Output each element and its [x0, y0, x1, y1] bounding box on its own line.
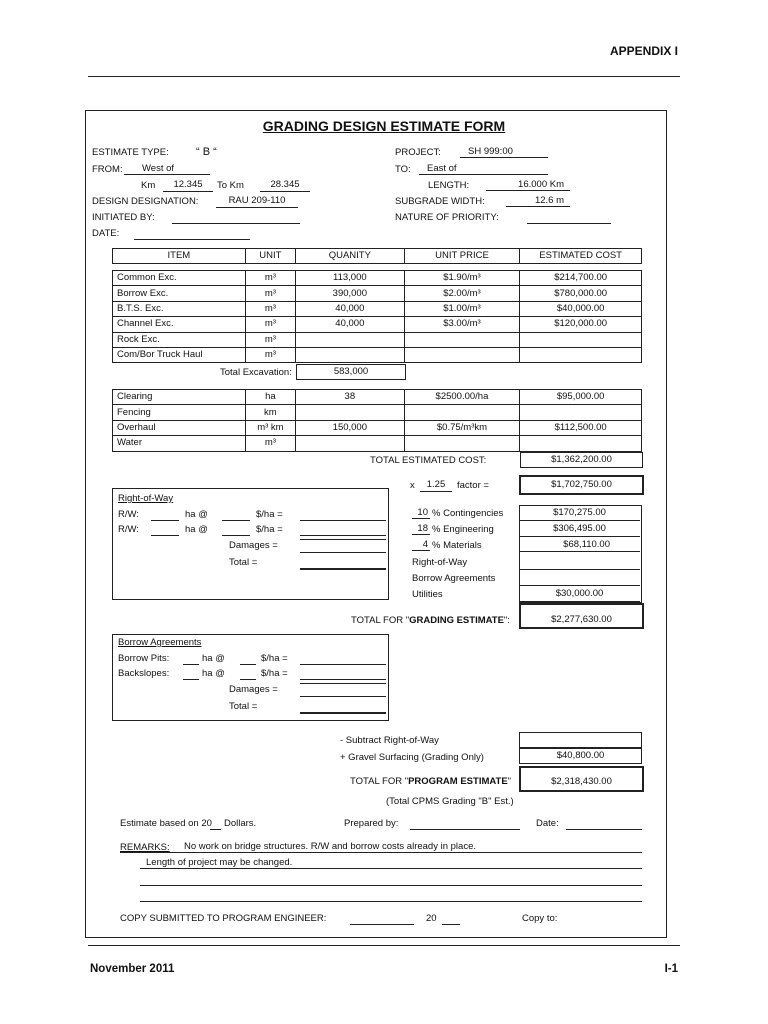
project-label: PROJECT: — [395, 147, 441, 158]
gravel-row-label: + Gravel Surfacing (Grading Only) — [340, 752, 484, 763]
cost-cell[interactable]: $780,000.00 — [520, 286, 642, 301]
remarks-line-4[interactable] — [140, 889, 642, 902]
rw1-ha-field[interactable] — [151, 508, 179, 521]
grading-total-label: TOTAL FOR "GRADING ESTIMATE": — [351, 615, 510, 626]
addition-percent-field[interactable]: 18 — [412, 523, 430, 535]
unit-price-cell[interactable] — [404, 332, 520, 347]
estimate-based-label: Estimate based on 20 — [120, 818, 212, 829]
borrow-total-field[interactable] — [300, 700, 386, 714]
estimate-year-field[interactable] — [210, 817, 221, 830]
length-label: LENGTH: — [428, 180, 470, 191]
remarks-line-1[interactable]: No work on bridge structures. R/W and borrow costs already in place. — [120, 841, 642, 853]
header-unit-price: UNIT PRICE — [404, 249, 520, 264]
subgrade-width-label: SUBGRADE WIDTH: — [395, 196, 485, 207]
unit-price-cell[interactable]: $2.00/m³ — [404, 286, 520, 301]
table-row — [113, 390, 642, 405]
factor-result[interactable]: $1,702,750.00 — [519, 475, 644, 495]
borrow-total-label: Total = — [229, 701, 258, 712]
backslopes-per-ha: $/ha = — [261, 668, 288, 679]
quantity-cell[interactable]: 150,000 — [296, 420, 405, 435]
length-field[interactable]: 16.000 Km — [486, 179, 570, 191]
initiated-by-label: INITIATED BY: — [92, 212, 155, 223]
program-total-note: (Total CPMS Grading "B" Est.) — [386, 796, 514, 807]
item-cell[interactable]: B.T.S. Exc. — [113, 301, 246, 316]
item-cell[interactable]: Water — [113, 436, 246, 451]
grading-total-value[interactable]: $2,277,630.00 — [519, 603, 644, 629]
addition-percent-field[interactable]: 4 — [412, 539, 430, 551]
addition-value[interactable]: $30,000.00 — [519, 587, 640, 602]
nature-priority-field[interactable] — [527, 211, 611, 224]
to-km-label: To Km — [217, 180, 244, 191]
table-row — [113, 347, 642, 362]
header-unit: UNIT — [245, 249, 295, 264]
rw-total-label: Total = — [229, 557, 258, 568]
unit-price-cell[interactable] — [404, 436, 520, 451]
total-excavation-label: Total Excavation: — [220, 367, 292, 378]
addition-label: Right-of-Way — [412, 557, 468, 568]
addition-label: % Contingencies — [432, 508, 504, 519]
borrow-pits-amount-field[interactable] — [300, 652, 386, 665]
rw1-ha-at: ha @ — [185, 509, 208, 520]
rw2-ha-field[interactable] — [151, 523, 179, 536]
table-row — [113, 436, 642, 451]
addition-percent-field[interactable]: 10 — [412, 507, 430, 519]
table-row — [113, 317, 642, 332]
dollars-label: Dollars. — [224, 818, 257, 829]
right-of-way-title: Right-of-Way — [118, 493, 174, 504]
unit-cell[interactable]: m³ — [245, 332, 295, 347]
rw2-label: R/W: — [118, 524, 139, 535]
subtract-row-value[interactable] — [519, 732, 642, 748]
project-field[interactable]: SH 999:00 — [460, 146, 548, 158]
additions-box — [519, 505, 642, 603]
addition-label: % Engineering — [432, 524, 494, 535]
backslopes-rate-field[interactable] — [240, 667, 256, 680]
addition-label: Borrow Agreements — [412, 573, 496, 584]
to-field[interactable]: East of — [419, 163, 548, 175]
header-estimated-cost: ESTIMATED COST — [520, 249, 642, 264]
item-cell[interactable]: Channel Exc. — [113, 317, 246, 332]
from-label: FROM: — [92, 164, 123, 175]
copy-to-label: Copy to: — [522, 913, 558, 924]
unit-price-cell[interactable]: $0.75/m³km — [404, 420, 520, 435]
borrow-pits-ha-field[interactable] — [183, 652, 199, 665]
unit-cell[interactable]: m³ — [245, 347, 295, 362]
rw2-rate-field[interactable] — [222, 523, 250, 536]
date-label: DATE: — [92, 228, 120, 239]
appendix-title: APPENDIX I — [609, 44, 678, 58]
unit-cell[interactable]: km — [245, 405, 295, 420]
borrow-pits-ha-at: ha @ — [202, 653, 225, 664]
remarks-line-2[interactable]: Length of project may be changed. — [140, 857, 642, 869]
borrow-damages-label: Damages = — [229, 684, 278, 695]
header-item: ITEM — [113, 249, 246, 264]
table-row — [113, 301, 642, 316]
addition-label: Utilities — [412, 589, 443, 600]
column-header-table — [112, 248, 642, 264]
quantity-cell[interactable] — [296, 405, 405, 420]
item-cell[interactable]: Rock Exc. — [113, 332, 246, 347]
addition-value[interactable]: $68,110.00 — [519, 538, 640, 552]
item-cell[interactable]: Overhaul — [113, 420, 246, 435]
subtract-row-label: - Subtract Right-of-Way — [340, 735, 439, 746]
cost-cell[interactable] — [520, 436, 642, 451]
subgrade-width-field[interactable]: 12.6 m — [506, 195, 570, 207]
rw2-amount-field[interactable] — [300, 523, 386, 536]
quantity-cell[interactable] — [296, 332, 405, 347]
remarks-line-3[interactable] — [140, 873, 642, 886]
addition-label: % Materials — [432, 540, 482, 551]
factor-prefix: x — [410, 480, 415, 491]
table-row — [113, 405, 642, 420]
estimate-type-label: ESTIMATE TYPE: — [92, 147, 169, 158]
quantity-cell[interactable]: 113,000 — [296, 271, 405, 286]
addition-value[interactable]: $306,495.00 — [519, 522, 640, 537]
backslopes-label: Backslopes: — [118, 668, 170, 679]
item-cell[interactable]: Common Exc. — [113, 271, 246, 286]
rw1-amount-field[interactable] — [300, 508, 386, 521]
borrow-agreements-title: Borrow Agreements — [118, 637, 202, 648]
total-estimated-cost-label: TOTAL ESTIMATED COST: — [370, 455, 487, 466]
rw-damages-field[interactable] — [300, 539, 386, 553]
cost-cell[interactable] — [520, 347, 642, 362]
unit-cell[interactable]: ha — [245, 390, 295, 405]
form-title: GRADING DESIGN ESTIMATE FORM — [262, 118, 506, 134]
nature-priority-label: NATURE OF PRIORITY: — [395, 212, 499, 223]
quantity-cell[interactable]: 40,000 — [296, 317, 405, 332]
design-designation-field[interactable]: RAU 209-110 — [216, 195, 298, 208]
copy-submitted-label: COPY SUBMITTED TO PROGRAM ENGINEER: — [120, 913, 327, 924]
other-items-table — [112, 389, 642, 452]
total-excavation-value[interactable]: 583,000 — [296, 364, 406, 380]
backslopes-amount-field[interactable] — [300, 667, 386, 680]
quantity-cell[interactable] — [296, 436, 405, 451]
km-to-field[interactable]: 28.345 — [260, 179, 310, 192]
table-row — [113, 286, 642, 301]
rw-total-field[interactable] — [300, 556, 386, 570]
remarks-label: REMARKS: — [120, 842, 170, 853]
unit-cell[interactable]: m³ — [245, 436, 295, 451]
gravel-row-value[interactable]: $40,800.00 — [519, 748, 642, 764]
rw1-per-ha: $/ha = — [256, 509, 283, 520]
program-total-value[interactable]: $2,318,430.00 — [519, 766, 644, 792]
rw1-rate-field[interactable] — [222, 508, 250, 521]
unit-price-cell[interactable]: $1.90/m³ — [404, 271, 520, 286]
prepared-by-field[interactable] — [410, 817, 520, 830]
copy-submitted-field[interactable] — [350, 912, 414, 925]
unit-cell[interactable]: m³ — [245, 301, 295, 316]
to-label: TO: — [395, 164, 411, 175]
copy-year-prefix: 20 — [426, 913, 437, 924]
estimate-type-value[interactable]: “ B “ — [196, 146, 217, 158]
quantity-cell[interactable]: 38 — [296, 390, 405, 405]
cost-cell[interactable]: $112,500.00 — [520, 420, 642, 435]
from-field[interactable]: West of — [124, 163, 210, 175]
borrow-pits-per-ha: $/ha = — [261, 653, 288, 664]
footer-rule — [88, 945, 680, 946]
addition-value[interactable]: $170,275.00 — [519, 506, 640, 521]
km-from-field[interactable]: 12.345 — [163, 179, 213, 192]
unit-price-cell[interactable] — [404, 347, 520, 362]
unit-price-cell[interactable]: $1.00/m³ — [404, 301, 520, 316]
item-cell[interactable]: Borrow Exc. — [113, 286, 246, 301]
cost-cell[interactable]: $214,700.00 — [520, 271, 642, 286]
backslopes-ha-at: ha @ — [202, 668, 225, 679]
header-rule — [88, 76, 680, 77]
footer-date: November 2011 — [90, 963, 175, 975]
unit-price-cell[interactable]: $2500.00/ha — [404, 390, 520, 405]
program-total-label: TOTAL FOR "PROGRAM ESTIMATE" — [350, 776, 512, 787]
unit-cell[interactable]: m³ — [245, 286, 295, 301]
factor-suffix: factor = — [457, 480, 489, 491]
item-cell[interactable]: Com/Bor Truck Haul — [113, 347, 246, 362]
excavation-table — [112, 270, 642, 363]
km-label: Km — [141, 180, 156, 191]
table-row — [113, 420, 642, 435]
unit-price-cell[interactable]: $3.00/m³ — [404, 317, 520, 332]
copy-year-field[interactable] — [442, 912, 460, 925]
bottom-date-label: Date: — [536, 818, 559, 829]
cost-cell[interactable]: $95,000.00 — [520, 390, 642, 405]
cost-cell[interactable] — [520, 332, 642, 347]
date-field[interactable] — [134, 227, 250, 240]
table-row — [113, 332, 642, 347]
factor-field[interactable]: 1.25 — [420, 479, 452, 492]
borrow-pits-label: Borrow Pits: — [118, 653, 170, 664]
footer-page-number: I-1 — [664, 963, 678, 975]
backslopes-ha-field[interactable] — [183, 667, 199, 680]
borrow-pits-rate-field[interactable] — [240, 652, 256, 665]
bottom-date-field[interactable] — [566, 817, 642, 830]
quantity-cell[interactable]: 40,000 — [296, 301, 405, 316]
prepared-by-label: Prepared by: — [344, 818, 399, 829]
unit-cell[interactable]: m³ — [245, 317, 295, 332]
cost-cell[interactable] — [520, 405, 642, 420]
cost-cell[interactable]: $120,000.00 — [520, 317, 642, 332]
total-estimated-cost-value[interactable]: $1,362,200.00 — [520, 452, 643, 468]
header-quantity: QUANITY — [296, 249, 405, 264]
design-designation-label: DESIGN DESIGNATION: — [92, 196, 199, 207]
quantity-cell[interactable]: 390,000 — [296, 286, 405, 301]
unit-price-cell[interactable] — [404, 405, 520, 420]
rw1-label: R/W: — [118, 509, 139, 520]
quantity-cell[interactable] — [296, 347, 405, 362]
cost-cell[interactable]: $40,000.00 — [520, 301, 642, 316]
rw2-per-ha: $/ha = — [256, 524, 283, 535]
borrow-damages-field[interactable] — [300, 683, 386, 697]
unit-cell[interactable]: m³ km — [245, 420, 295, 435]
table-row — [113, 271, 642, 286]
unit-cell[interactable]: m³ — [245, 271, 295, 286]
initiated-by-field[interactable] — [172, 211, 300, 224]
item-cell[interactable]: Fencing — [113, 405, 246, 420]
rw-damages-label: Damages = — [229, 540, 278, 551]
item-cell[interactable]: Clearing — [113, 390, 246, 405]
rw2-ha-at: ha @ — [185, 524, 208, 535]
